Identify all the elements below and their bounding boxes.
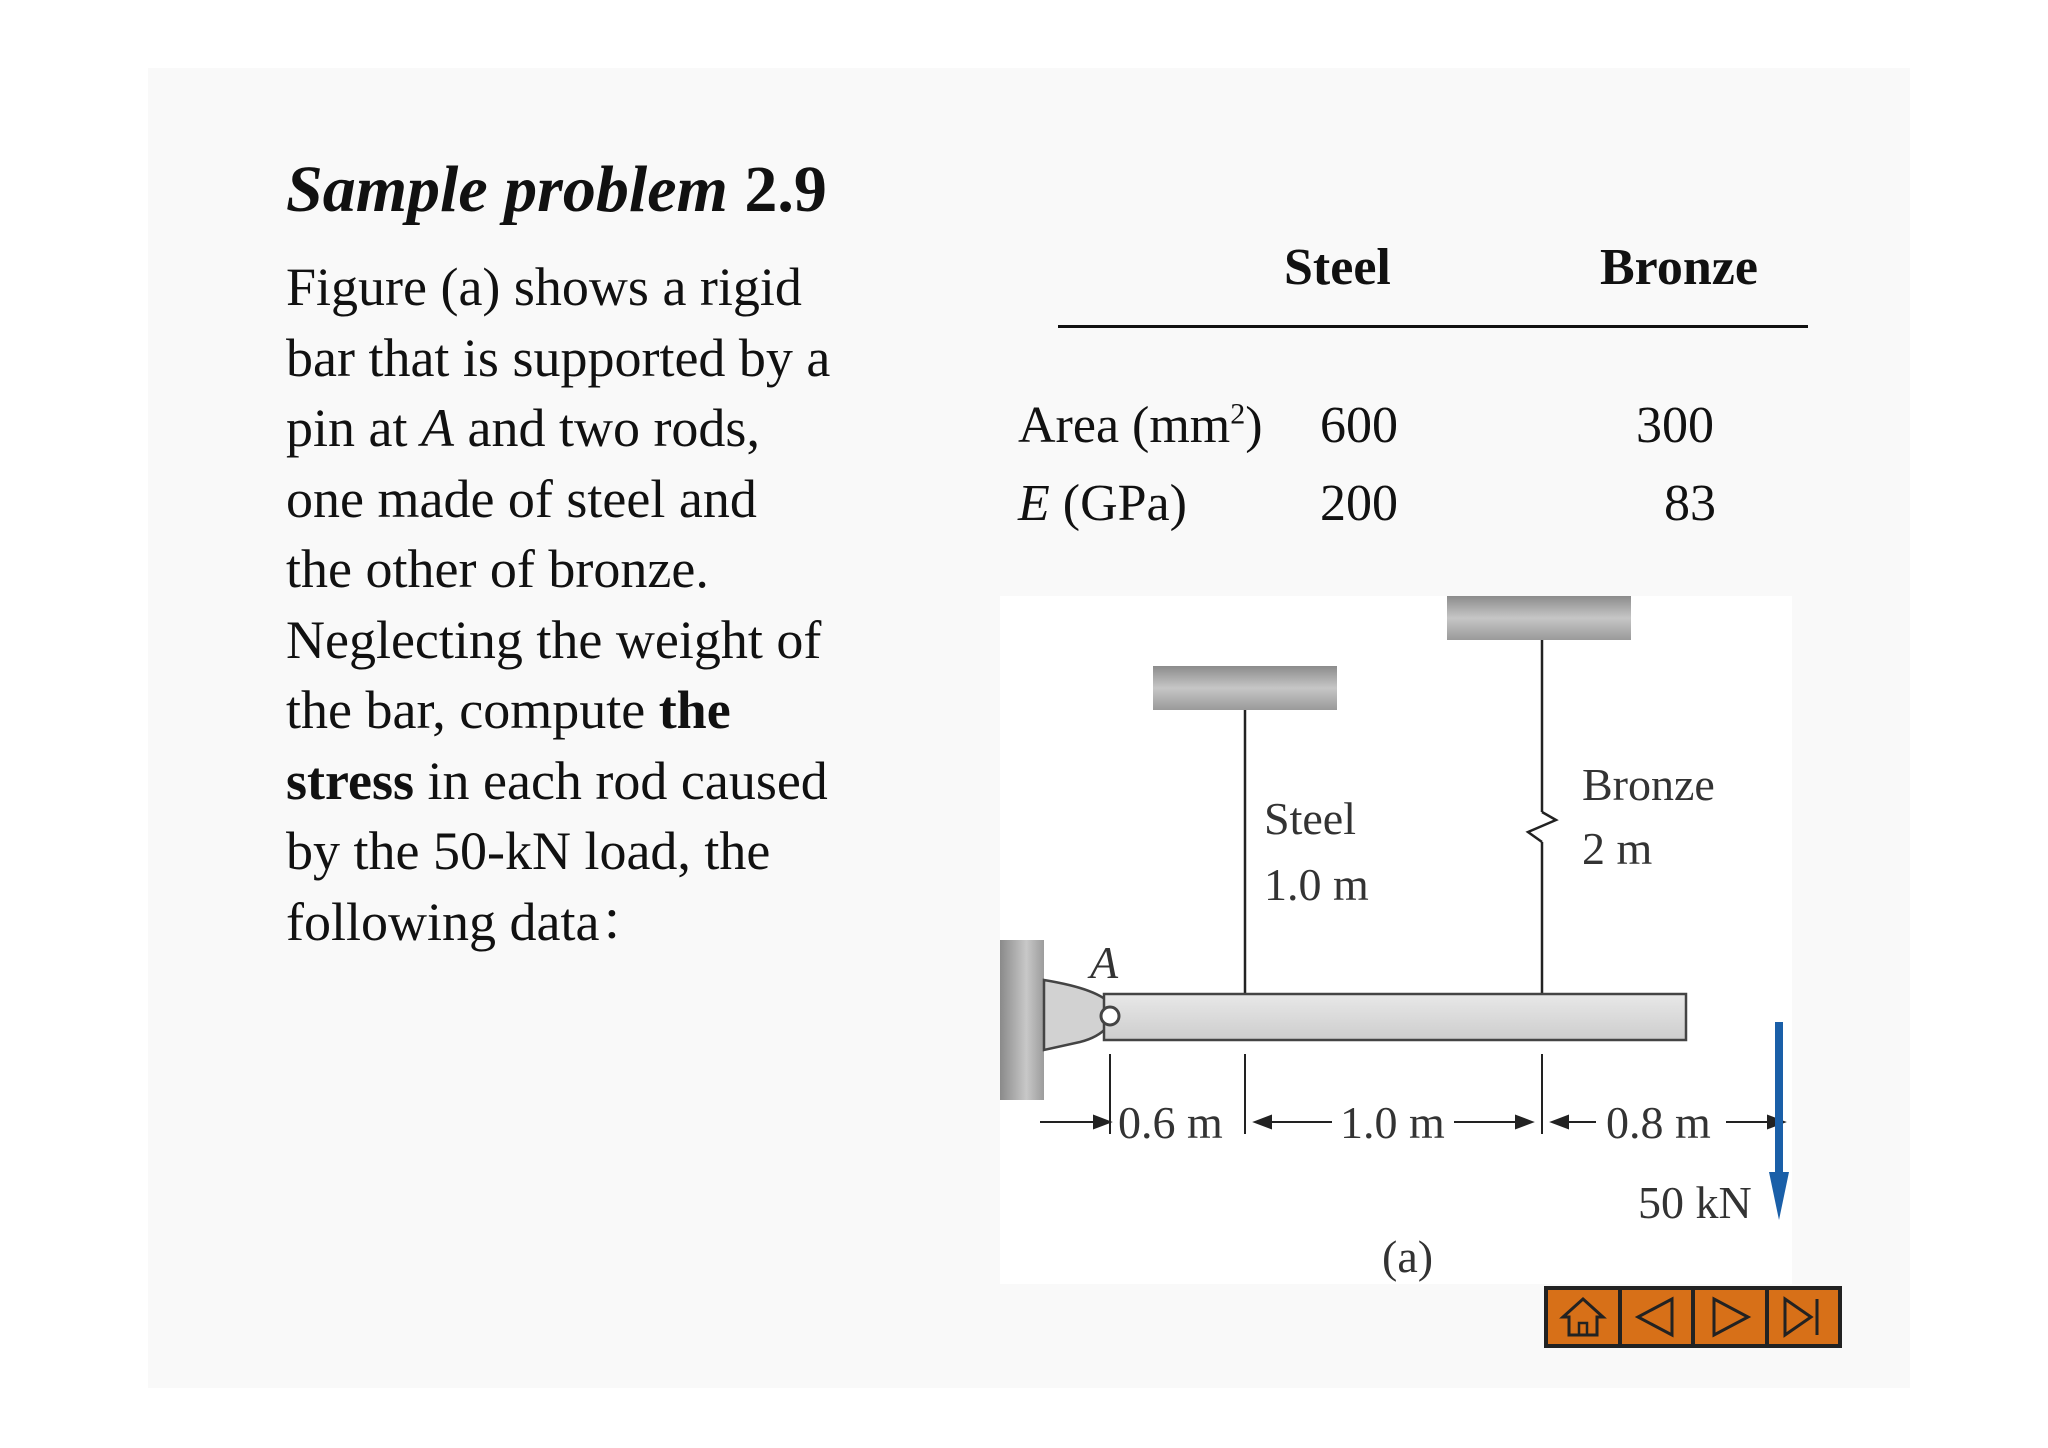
pin-icon xyxy=(1101,1007,1119,1025)
home-icon xyxy=(1559,1295,1607,1339)
break-symbol-icon xyxy=(1528,812,1556,842)
bronze-rod-length: 2 m xyxy=(1582,823,1653,874)
problem-text xyxy=(286,252,926,957)
arrowhead-icon xyxy=(1552,1116,1568,1128)
problem-line: one made of steel and xyxy=(286,468,757,529)
problem-line: by the 50-kN load, the xyxy=(286,821,771,881)
dimension-label-2: 0.8 m xyxy=(1606,1097,1711,1148)
last-slide-button[interactable] xyxy=(1767,1288,1841,1346)
page-title: Sample problem 2.9 xyxy=(286,153,827,226)
table-cell-bronze-modulus: 83 xyxy=(1664,475,1716,532)
slide-navigation xyxy=(1544,1286,1842,1348)
row-label-area: Area $(mm^2)$ xyxy=(1018,397,1263,454)
load-arrow-shaft xyxy=(1775,1022,1783,1174)
last-slide-icon xyxy=(1779,1295,1827,1339)
problem-line: the other of bronze. xyxy=(286,539,709,599)
arrowhead-icon xyxy=(1094,1116,1110,1128)
problem-line: Figure (a) shows a rigid xyxy=(286,257,802,317)
rigid-bar xyxy=(1104,994,1686,1040)
previous-button[interactable] xyxy=(1620,1288,1694,1346)
rigid-bar-diagram xyxy=(1000,596,1792,1284)
problem-line: the bar, compute the xyxy=(286,680,731,740)
table-rule xyxy=(1058,325,1808,328)
arrowhead-icon xyxy=(1516,1116,1532,1128)
next-button[interactable] xyxy=(1693,1288,1767,1346)
steel-rod-length: 1.0 m xyxy=(1264,859,1369,910)
bronze-rod-ceiling-support xyxy=(1447,596,1631,640)
problem-line: following data： xyxy=(286,891,654,952)
steel-rod-ceiling-support xyxy=(1153,666,1337,710)
figure-a xyxy=(1000,596,1792,1284)
wall-support xyxy=(1000,940,1044,1100)
arrowhead-icon xyxy=(1255,1116,1271,1128)
dimension-label-1: 1.0 m xyxy=(1340,1097,1445,1148)
dimension-label-0: 0.6 m xyxy=(1118,1097,1223,1148)
bronze-rod-label: Bronze xyxy=(1582,759,1715,810)
table-header-bronze: Bronze xyxy=(1600,239,1758,296)
load-label: 50 kN xyxy=(1638,1177,1752,1228)
table-cell-steel-modulus: 200 xyxy=(1320,475,1398,532)
row-label-modulus: E (GPa) xyxy=(1018,475,1187,532)
next-icon xyxy=(1706,1295,1754,1339)
table-header-steel: Steel xyxy=(1284,239,1391,296)
problem-line: stress in each rod caused xyxy=(286,750,828,811)
problem-line: Neglecting the weight of xyxy=(286,609,822,670)
load-arrow-head-icon xyxy=(1769,1172,1789,1220)
steel-rod-label: Steel xyxy=(1264,793,1356,844)
previous-icon xyxy=(1632,1295,1680,1339)
home-button[interactable] xyxy=(1546,1288,1620,1346)
pin-label: A xyxy=(1090,937,1119,988)
table-cell-steel-area: 600 xyxy=(1320,397,1398,454)
problem-line: pin at A and two rods, xyxy=(286,398,760,458)
problem-line: bar that is supported by a xyxy=(286,327,831,388)
table-cell-bronze-area: 300 xyxy=(1636,397,1714,454)
figure-caption: (a) xyxy=(1382,1231,1434,1282)
